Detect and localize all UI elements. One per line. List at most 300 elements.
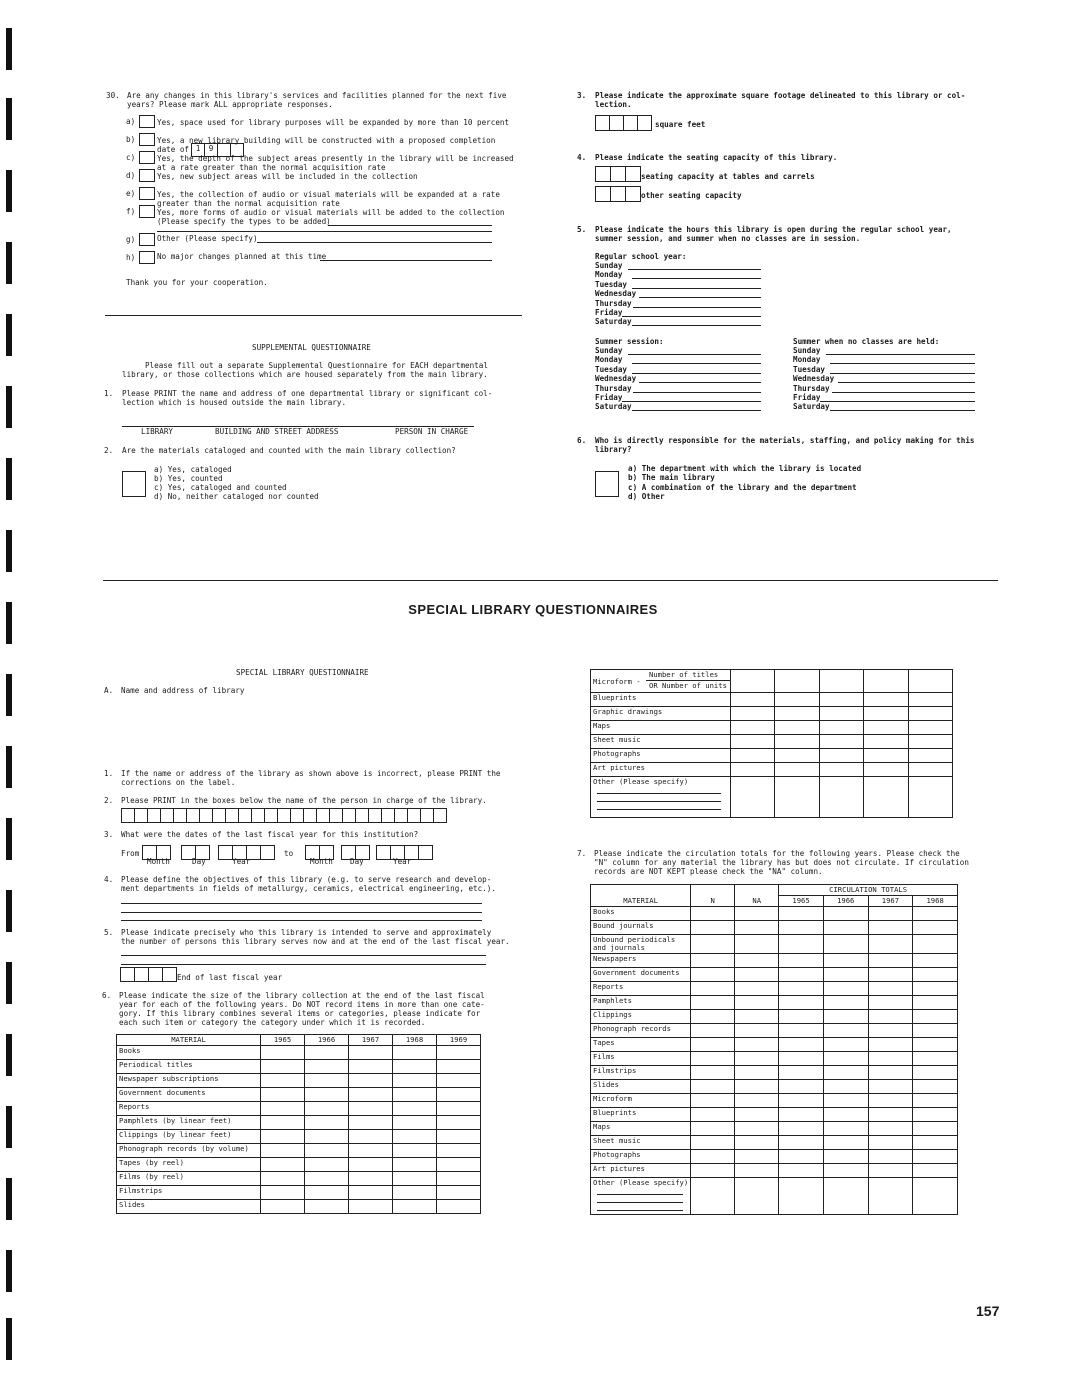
value-cell[interactable] <box>868 935 913 954</box>
value-cell[interactable] <box>913 1164 958 1178</box>
value-cell[interactable] <box>305 1116 349 1130</box>
value-cell[interactable] <box>731 735 775 749</box>
value-cell[interactable] <box>864 707 908 721</box>
value-cell[interactable] <box>868 996 913 1010</box>
hours-write-line[interactable] <box>832 392 975 393</box>
value-cell[interactable] <box>261 1158 305 1172</box>
value-cell[interactable] <box>691 954 735 968</box>
value-cell[interactable] <box>779 954 824 968</box>
value-cell[interactable] <box>691 1010 735 1024</box>
value-cell[interactable] <box>823 1080 868 1094</box>
value-cell[interactable] <box>691 1094 735 1108</box>
value-cell[interactable] <box>735 1010 779 1024</box>
value-cell[interactable] <box>868 1080 913 1094</box>
value-cell[interactable] <box>735 954 779 968</box>
hours-write-line[interactable] <box>820 401 975 402</box>
value-cell[interactable] <box>823 935 868 954</box>
value-cell[interactable] <box>779 996 824 1010</box>
value-cell[interactable] <box>691 982 735 996</box>
value-cell[interactable] <box>913 1150 958 1164</box>
value-cell[interactable] <box>913 996 958 1010</box>
value-cell[interactable] <box>261 1074 305 1088</box>
value-cell[interactable] <box>349 1074 393 1088</box>
hours-write-line[interactable] <box>830 363 975 364</box>
value-cell[interactable] <box>691 921 735 935</box>
persons-served-boxes[interactable] <box>120 967 177 982</box>
value-cell[interactable] <box>261 1186 305 1200</box>
value-cell[interactable] <box>823 1024 868 1038</box>
letter-box[interactable] <box>200 808 213 823</box>
value-cell[interactable] <box>393 1102 437 1116</box>
value-cell[interactable] <box>437 1200 481 1214</box>
value-cell[interactable] <box>735 1164 779 1178</box>
value-cell[interactable] <box>349 1102 393 1116</box>
q30-c-checkbox[interactable] <box>139 151 155 164</box>
value-cell[interactable] <box>305 1046 349 1060</box>
value-cell[interactable] <box>864 693 908 707</box>
value-cell[interactable] <box>779 1094 824 1108</box>
value-cell[interactable] <box>823 982 868 996</box>
value-cell[interactable] <box>393 1074 437 1088</box>
value-cell[interactable] <box>775 763 819 777</box>
letter-box[interactable] <box>382 808 395 823</box>
hours-write-line[interactable] <box>632 373 761 374</box>
hours-write-line[interactable] <box>826 354 975 355</box>
value-cell[interactable] <box>691 1038 735 1052</box>
value-cell[interactable] <box>735 1178 779 1215</box>
value-cell[interactable] <box>735 1052 779 1066</box>
date-digit[interactable]: 1 <box>191 143 205 157</box>
value-cell[interactable] <box>735 1136 779 1150</box>
digit-box[interactable] <box>626 186 641 202</box>
value-cell[interactable] <box>305 1102 349 1116</box>
value-cell[interactable] <box>349 1116 393 1130</box>
value-cell[interactable] <box>735 996 779 1010</box>
date-digit[interactable]: 9 <box>205 143 218 157</box>
letter-box[interactable] <box>135 808 148 823</box>
letter-box[interactable] <box>213 808 226 823</box>
digit-box[interactable] <box>120 967 135 982</box>
value-cell[interactable] <box>779 982 824 996</box>
value-cell[interactable] <box>913 1122 958 1136</box>
value-cell[interactable] <box>868 907 913 921</box>
value-cell[interactable] <box>775 777 819 818</box>
value-cell[interactable] <box>913 1066 958 1080</box>
value-cell[interactable] <box>735 982 779 996</box>
value-cell[interactable] <box>437 1172 481 1186</box>
value-cell[interactable] <box>305 1144 349 1158</box>
value-cell[interactable] <box>305 1186 349 1200</box>
value-cell[interactable] <box>823 1164 868 1178</box>
value-cell[interactable] <box>735 1150 779 1164</box>
digit-box[interactable] <box>624 115 638 131</box>
value-cell[interactable] <box>775 749 819 763</box>
value-cell[interactable] <box>913 907 958 921</box>
write-in-line[interactable] <box>597 1194 683 1195</box>
value-cell[interactable] <box>775 735 819 749</box>
value-cell[interactable] <box>913 1052 958 1066</box>
value-cell[interactable] <box>779 968 824 982</box>
q30-g-checkbox[interactable] <box>139 233 155 246</box>
value-cell[interactable] <box>823 921 868 935</box>
value-cell[interactable] <box>735 1038 779 1052</box>
other-seating-boxes[interactable] <box>595 186 641 202</box>
value-cell[interactable] <box>913 1108 958 1122</box>
value-cell[interactable] <box>437 1116 481 1130</box>
digit-box[interactable] <box>611 186 626 202</box>
write-in-line[interactable] <box>597 801 721 802</box>
value-cell[interactable] <box>823 1052 868 1066</box>
value-cell[interactable] <box>779 1122 824 1136</box>
seating-boxes[interactable] <box>595 166 641 182</box>
s-q2-answer-box[interactable] <box>122 471 146 497</box>
letter-box[interactable] <box>148 808 161 823</box>
value-cell[interactable] <box>691 996 735 1010</box>
hours-write-line[interactable] <box>639 297 761 298</box>
value-cell[interactable] <box>735 1066 779 1080</box>
digit-box[interactable] <box>261 845 275 860</box>
value-cell[interactable] <box>913 1094 958 1108</box>
value-cell[interactable] <box>775 670 819 693</box>
digit-box[interactable] <box>638 115 652 131</box>
value-cell[interactable] <box>691 935 735 954</box>
name-letter-boxes[interactable] <box>121 808 447 823</box>
letter-box[interactable] <box>239 808 252 823</box>
value-cell[interactable] <box>779 1052 824 1066</box>
value-cell[interactable] <box>305 1200 349 1214</box>
value-cell[interactable] <box>868 968 913 982</box>
write-in-line[interactable] <box>328 225 492 226</box>
value-cell[interactable] <box>691 1108 735 1122</box>
value-cell[interactable] <box>913 1136 958 1150</box>
value-cell[interactable] <box>823 968 868 982</box>
value-cell[interactable] <box>437 1088 481 1102</box>
value-cell[interactable] <box>349 1158 393 1172</box>
value-cell[interactable] <box>779 1150 824 1164</box>
value-cell[interactable] <box>868 954 913 968</box>
value-cell[interactable] <box>437 1158 481 1172</box>
value-cell[interactable] <box>261 1060 305 1074</box>
letter-box[interactable] <box>317 808 330 823</box>
value-cell[interactable] <box>864 735 908 749</box>
value-cell[interactable] <box>823 1136 868 1150</box>
letter-box[interactable] <box>356 808 369 823</box>
value-cell[interactable] <box>779 1010 824 1024</box>
square-feet-boxes[interactable] <box>595 115 652 131</box>
value-cell[interactable] <box>823 1150 868 1164</box>
value-cell[interactable] <box>437 1144 481 1158</box>
write-in-line[interactable] <box>597 809 721 810</box>
hours-write-line[interactable] <box>622 316 761 317</box>
value-cell[interactable] <box>913 935 958 954</box>
value-cell[interactable] <box>735 907 779 921</box>
value-cell[interactable] <box>779 1024 824 1038</box>
value-cell[interactable] <box>691 1052 735 1066</box>
letter-box[interactable] <box>304 808 317 823</box>
digit-box[interactable] <box>595 166 611 182</box>
digit-box[interactable] <box>376 845 391 860</box>
value-cell[interactable] <box>868 1136 913 1150</box>
write-in-line[interactable] <box>121 964 486 965</box>
value-cell[interactable] <box>868 1164 913 1178</box>
value-cell[interactable] <box>775 693 819 707</box>
value-cell[interactable] <box>731 670 775 693</box>
hours-write-line[interactable] <box>639 382 761 383</box>
value-cell[interactable] <box>864 721 908 735</box>
value-cell[interactable] <box>823 1122 868 1136</box>
write-in-line[interactable] <box>597 793 721 794</box>
digit-box[interactable] <box>135 967 149 982</box>
value-cell[interactable] <box>868 1094 913 1108</box>
value-cell[interactable] <box>823 1010 868 1024</box>
value-cell[interactable] <box>864 763 908 777</box>
value-cell[interactable] <box>868 982 913 996</box>
value-cell[interactable] <box>261 1144 305 1158</box>
digit-box[interactable] <box>218 845 233 860</box>
value-cell[interactable] <box>349 1046 393 1060</box>
value-cell[interactable] <box>437 1102 481 1116</box>
value-cell[interactable] <box>779 1108 824 1122</box>
value-cell[interactable] <box>731 749 775 763</box>
letter-box[interactable] <box>421 808 434 823</box>
value-cell[interactable] <box>305 1088 349 1102</box>
hours-write-line[interactable] <box>830 410 975 411</box>
value-cell[interactable] <box>437 1060 481 1074</box>
value-cell[interactable] <box>908 707 952 721</box>
value-cell[interactable] <box>305 1074 349 1088</box>
value-cell[interactable] <box>864 749 908 763</box>
q30-d-checkbox[interactable] <box>139 169 155 182</box>
digit-box[interactable] <box>163 967 177 982</box>
value-cell[interactable] <box>731 707 775 721</box>
value-cell[interactable] <box>261 1046 305 1060</box>
value-cell[interactable] <box>775 721 819 735</box>
value-cell[interactable] <box>691 1150 735 1164</box>
value-cell[interactable] <box>349 1060 393 1074</box>
value-cell[interactable] <box>731 777 775 818</box>
value-cell[interactable] <box>913 1024 958 1038</box>
value-cell[interactable] <box>779 921 824 935</box>
letter-box[interactable] <box>330 808 343 823</box>
value-cell[interactable] <box>913 954 958 968</box>
value-cell[interactable] <box>735 921 779 935</box>
value-cell[interactable] <box>731 763 775 777</box>
value-cell[interactable] <box>261 1172 305 1186</box>
value-cell[interactable] <box>819 777 863 818</box>
value-cell[interactable] <box>868 921 913 935</box>
value-cell[interactable] <box>691 1066 735 1080</box>
value-cell[interactable] <box>735 1080 779 1094</box>
value-cell[interactable] <box>349 1172 393 1186</box>
hours-write-line[interactable] <box>632 363 761 364</box>
value-cell[interactable] <box>819 707 863 721</box>
hours-write-line[interactable] <box>838 382 975 383</box>
value-cell[interactable] <box>691 1080 735 1094</box>
value-cell[interactable] <box>908 749 952 763</box>
value-cell[interactable] <box>261 1200 305 1214</box>
value-cell[interactable] <box>437 1186 481 1200</box>
value-cell[interactable] <box>779 1136 824 1150</box>
hours-write-line[interactable] <box>633 307 761 308</box>
q30-f-checkbox[interactable] <box>139 205 155 218</box>
value-cell[interactable] <box>819 735 863 749</box>
value-cell[interactable] <box>908 735 952 749</box>
hours-write-line[interactable] <box>632 288 761 289</box>
value-cell[interactable] <box>393 1186 437 1200</box>
value-cell[interactable] <box>819 721 863 735</box>
write-in-line[interactable] <box>597 1210 683 1211</box>
value-cell[interactable] <box>868 1066 913 1080</box>
value-cell[interactable] <box>393 1046 437 1060</box>
value-cell[interactable] <box>393 1116 437 1130</box>
value-cell[interactable] <box>691 1136 735 1150</box>
letter-box[interactable] <box>434 808 447 823</box>
write-in-line[interactable] <box>157 231 492 232</box>
value-cell[interactable] <box>868 1122 913 1136</box>
letter-box[interactable] <box>278 808 291 823</box>
letter-box[interactable] <box>369 808 382 823</box>
hours-write-line[interactable] <box>632 278 761 279</box>
value-cell[interactable] <box>393 1130 437 1144</box>
q30-h-checkbox[interactable] <box>139 251 155 264</box>
value-cell[interactable] <box>913 1178 958 1215</box>
value-cell[interactable] <box>261 1116 305 1130</box>
value-cell[interactable] <box>779 935 824 954</box>
value-cell[interactable] <box>908 777 952 818</box>
value-cell[interactable] <box>735 1122 779 1136</box>
digit-box[interactable] <box>595 115 610 131</box>
value-cell[interactable] <box>261 1088 305 1102</box>
value-cell[interactable] <box>393 1060 437 1074</box>
q30-a-checkbox[interactable] <box>139 115 155 128</box>
value-cell[interactable] <box>908 763 952 777</box>
value-cell[interactable] <box>823 1094 868 1108</box>
hours-write-line[interactable] <box>830 373 975 374</box>
letter-box[interactable] <box>343 808 356 823</box>
digit-box[interactable] <box>595 186 611 202</box>
value-cell[interactable] <box>691 1024 735 1038</box>
value-cell[interactable] <box>779 1038 824 1052</box>
value-cell[interactable] <box>735 935 779 954</box>
write-in-line[interactable] <box>597 1202 683 1203</box>
value-cell[interactable] <box>868 1038 913 1052</box>
value-cell[interactable] <box>393 1158 437 1172</box>
value-cell[interactable] <box>823 1178 868 1215</box>
value-cell[interactable] <box>823 996 868 1010</box>
q30-e-checkbox[interactable] <box>139 187 155 200</box>
hours-write-line[interactable] <box>633 392 761 393</box>
q30-b-checkbox[interactable] <box>139 133 155 146</box>
value-cell[interactable] <box>349 1186 393 1200</box>
write-in-line[interactable] <box>121 920 482 921</box>
value-cell[interactable] <box>691 907 735 921</box>
letter-box[interactable] <box>187 808 200 823</box>
value-cell[interactable] <box>823 1066 868 1080</box>
value-cell[interactable] <box>691 1122 735 1136</box>
value-cell[interactable] <box>864 777 908 818</box>
write-in-line[interactable] <box>121 912 482 913</box>
r-q6-answer-box[interactable] <box>595 471 619 497</box>
letter-box[interactable] <box>291 808 304 823</box>
letter-box[interactable] <box>408 808 421 823</box>
digit-box[interactable] <box>149 967 163 982</box>
hours-write-line[interactable] <box>628 354 761 355</box>
value-cell[interactable] <box>261 1102 305 1116</box>
value-cell[interactable] <box>779 1178 824 1215</box>
value-cell[interactable] <box>349 1200 393 1214</box>
value-cell[interactable] <box>819 749 863 763</box>
value-cell[interactable] <box>393 1172 437 1186</box>
value-cell[interactable] <box>731 721 775 735</box>
value-cell[interactable] <box>305 1158 349 1172</box>
value-cell[interactable] <box>305 1130 349 1144</box>
value-cell[interactable] <box>261 1130 305 1144</box>
value-cell[interactable] <box>913 1010 958 1024</box>
value-cell[interactable] <box>779 1066 824 1080</box>
value-cell[interactable] <box>823 954 868 968</box>
value-cell[interactable] <box>735 1094 779 1108</box>
value-cell[interactable] <box>437 1074 481 1088</box>
value-cell[interactable] <box>779 907 824 921</box>
value-cell[interactable] <box>691 968 735 982</box>
write-in-line[interactable] <box>121 903 482 904</box>
value-cell[interactable] <box>393 1200 437 1214</box>
value-cell[interactable] <box>868 1010 913 1024</box>
value-cell[interactable] <box>823 1038 868 1052</box>
value-cell[interactable] <box>868 1052 913 1066</box>
digit-box[interactable] <box>419 845 433 860</box>
letter-box[interactable] <box>226 808 239 823</box>
value-cell[interactable] <box>868 1150 913 1164</box>
value-cell[interactable] <box>819 693 863 707</box>
value-cell[interactable] <box>775 707 819 721</box>
letter-box[interactable] <box>395 808 408 823</box>
value-cell[interactable] <box>868 1178 913 1215</box>
value-cell[interactable] <box>735 1108 779 1122</box>
value-cell[interactable] <box>779 1164 824 1178</box>
value-cell[interactable] <box>913 982 958 996</box>
write-in-line[interactable] <box>121 955 486 956</box>
value-cell[interactable] <box>823 1108 868 1122</box>
value-cell[interactable] <box>913 1080 958 1094</box>
value-cell[interactable] <box>868 1024 913 1038</box>
value-cell[interactable] <box>868 1108 913 1122</box>
value-cell[interactable] <box>349 1130 393 1144</box>
value-cell[interactable] <box>393 1144 437 1158</box>
letter-box[interactable] <box>121 808 135 823</box>
letter-box[interactable] <box>265 808 278 823</box>
digit-box[interactable] <box>626 166 641 182</box>
value-cell[interactable] <box>908 721 952 735</box>
value-cell[interactable] <box>691 1164 735 1178</box>
value-cell[interactable] <box>305 1172 349 1186</box>
hours-write-line[interactable] <box>632 410 761 411</box>
letter-box[interactable] <box>174 808 187 823</box>
hours-write-line[interactable] <box>622 401 761 402</box>
value-cell[interactable] <box>437 1046 481 1060</box>
value-cell[interactable] <box>908 693 952 707</box>
value-cell[interactable] <box>819 670 863 693</box>
value-cell[interactable] <box>349 1088 393 1102</box>
letter-box[interactable] <box>252 808 265 823</box>
value-cell[interactable] <box>691 1178 735 1215</box>
hours-write-line[interactable] <box>632 325 761 326</box>
write-in-line[interactable] <box>257 242 492 243</box>
value-cell[interactable] <box>908 670 952 693</box>
value-cell[interactable] <box>437 1130 481 1144</box>
digit-box[interactable] <box>611 166 626 182</box>
value-cell[interactable] <box>823 907 868 921</box>
